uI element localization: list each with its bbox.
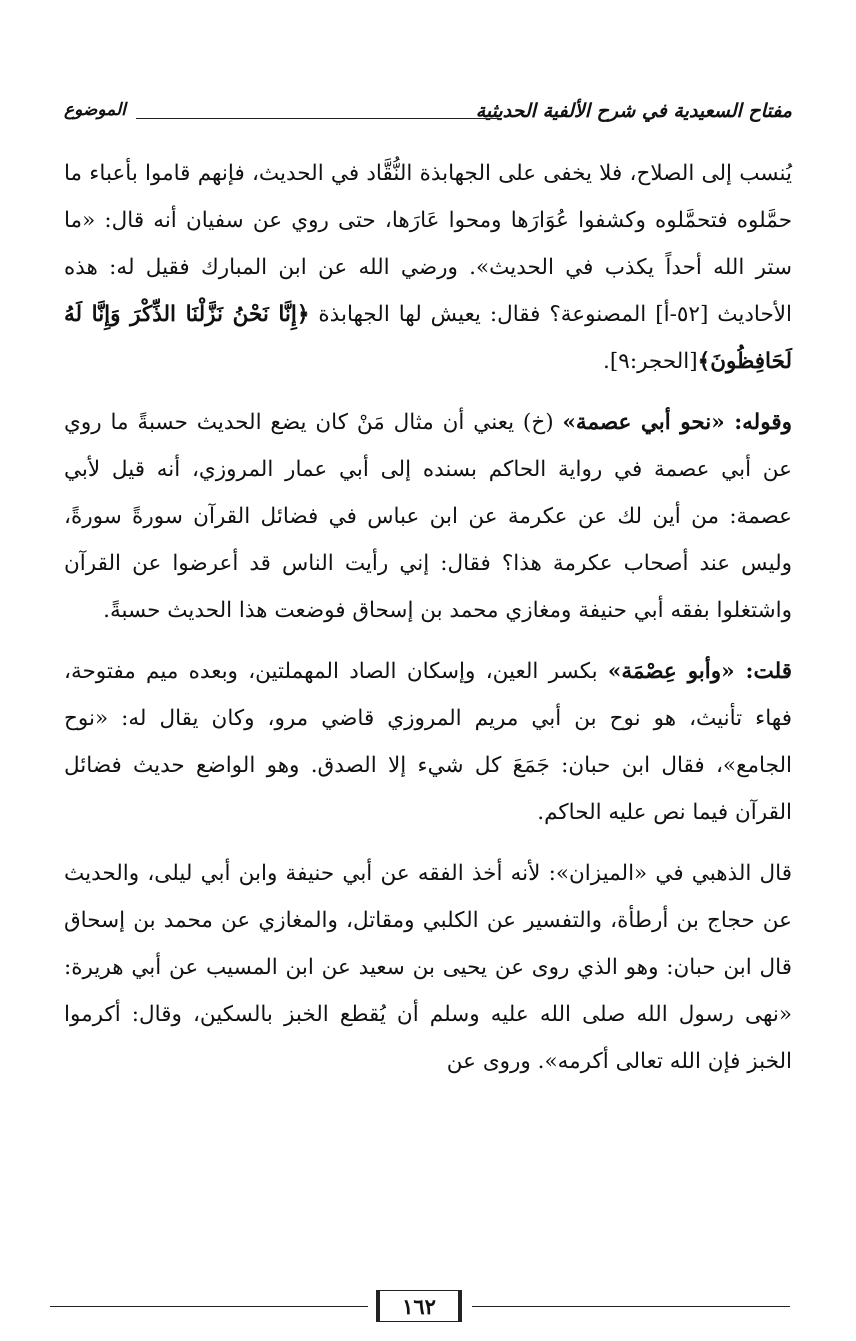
page-number: ١٦٢	[376, 1290, 462, 1322]
page-footer	[50, 1290, 790, 1330]
paragraph-1	[64, 150, 792, 385]
paragraph-2	[64, 399, 792, 634]
verse-reference: [الحجر:٩].	[603, 349, 698, 374]
paragraph-4	[64, 850, 792, 1085]
paragraph-2-text: (خ) يعني أن مثال مَنْ كان يضع الحديث حسبةً ما روي عن أبي عصمة في رواية الحاكم بسنده إلى أبي عمار المروزي، أنه قيل لأبي عصمة: من أين لك عن عكرمة عن ابن عباس في فضائل القرآن سورةً سورةً، وليس عند أصحاب عكرمة هذا؟ فقال: إني رأيت الناس قد أعرضوا عن القرآن واشتغلوا بفقه أبي حنيفة ومغازي محمد بن إسحاق فوضعت هذا الحديث حسبةً.	[64, 410, 792, 623]
footer-rule-left	[50, 1306, 368, 1307]
paragraph-3-text: بكسر العين، وإسكان الصاد المهملتين، وبعده ميم مفتوحة، فهاء تأنيث، هو نوح بن أبي مريم المروزي قاضي مرو، وكان يقال له: «نوح الجامع»، فقال ابن حبان: جَمَعَ كل شيء إلا الصدق. وهو الواضع حديث فضائل القرآن فيما نص عليه الحاكم.	[64, 659, 792, 825]
paragraph-4-text: قال الذهبي في «الميزان»: لأنه أخذ الفقه عن أبي حنيفة وابن أبي ليلى، والحديث عن حجاج بن أرطأة، والتفسير عن الكلبي ومقاتل، والمغازي عن محمد بن إسحاق قال ابن حبان: وهو الذي روى عن يحيى بن سعيد عن ابن المسيب عن أبي هريرة: «نهى رسول الله صلى الله عليه وسلم أن يُقطع الخبز بالسكين، وقال: أكرموا الخبز فإن الله تعالى أكرمه». وروى عن	[64, 861, 792, 1074]
quran-verse: ﴿إِنَّا نَحْنُ نَزَّلْنَا الذِّكْرَ وَإِنَّا لَهُ لَحَافِظُونَ﴾	[64, 302, 792, 374]
header-section-title: الموضوع	[64, 100, 126, 120]
paragraph-1-text: يُنسب إلى الصلاح، فلا يخفى على الجهابذة النُّقَّاد في الحديث، فإنهم قاموا بأعباء ما حمَّلوه فتحمَّلوه وكشفوا عُوَارَها ومحوا عَارَها، حتى روي عن سفيان أنه قال: «ما ستر الله أحداً يكذب في الحديث». ورضي الله عن ابن المبارك فقيل له: هذه الأحاديث [٥٢-أ] المصنوعة؟ فقال: يعيش لها الجهابذة	[64, 161, 792, 327]
paragraph-2-lead: وقوله: «نحو أبي عصمة»	[562, 410, 792, 435]
paragraph-3	[64, 648, 792, 836]
footer-rule-right	[472, 1306, 790, 1307]
paragraph-3-lead: قلت: «وأبو عِصْمَة»	[607, 659, 792, 684]
page-body	[64, 150, 792, 1099]
running-header	[64, 92, 792, 132]
header-book-title: مفتاح السعيدية في شرح الألفية الحديثية	[475, 100, 792, 122]
header-rule	[136, 118, 500, 119]
